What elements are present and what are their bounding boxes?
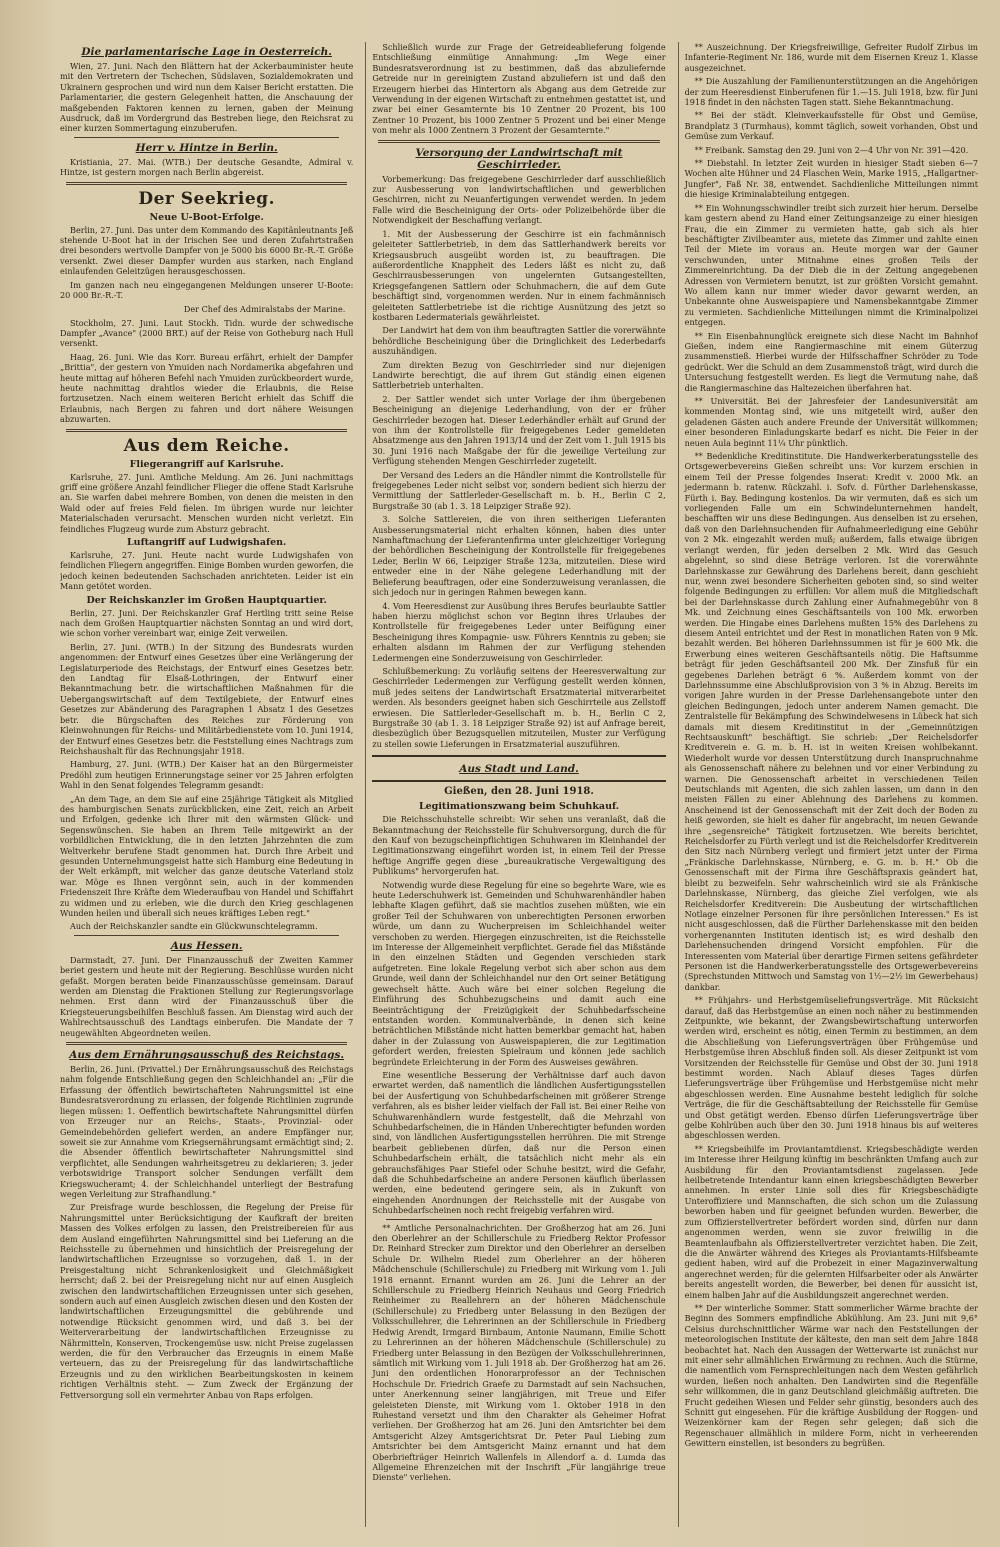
article-hamburg-end: Auch der Reichskanzler sandte ein Glückwunschtelegramm. (70, 921, 318, 932)
article-hessen: Darmstadt, 27. Juni. Der Finanzausschuß der Zweiten Kammer beriet gestern und heute mit der Regierung. Beschlüsse wurden nicht gefaßt. Morgen beraten beide Finanzausschüsse gemeinsam. Darauf werden am Dienstag die Fraktionen Stellung zur Regierungsvorlage nehmen. Erst dann wird der Finanzausschuß über die Kriegsteuerungsbeihilfen Beschluß fassen. Am Dienstag wird auch der Wahlrechtsausschuß des Landtags einberufen. Die Mandate der 7 neugewählten Abgeordneten weilen. (60, 954, 354, 1038)
column-3 (678, 42, 978, 1527)
article-seekrieg-3: Stockholm, 27. Juni. Laut Stockh. Tidn. wurde der schwedische Dampfer „Avance" (2000 BRT.) auf der Reise von Gotheburg nach Hull versenkt. (60, 317, 354, 349)
signature-admiralstab: Der Chef des Admiralstabs der Marine. (183, 303, 346, 314)
article-kanzler: Berlin, 27. Juni. Der Reichskanzler Graf Hertling tritt seine Reise nach dem Großen Hauptquartier nächsten Sonntag an und wird dort, wie schon vorher vereinbart war, einige Zeit verweilen. (60, 607, 354, 639)
article-hamburg-quote: „An dem Tage, an dem Sie auf eine 25jährige Tätigkeit als Mitglied des hamburgischen Senats zurückblicken, eine Zeit, reich an Arbeit und Erfolgen, gedenke ich Ihrer mit den wärmsten Glück- und Segenswünschen. Sie haben an Ihrem Teile mitgewirkt an der vorbildlichen Entwicklung, die in den letzten Jahrzehnten die zum Weltverkehr berufene Stadt genommen hat. Durch Ihre Arbeit und gesunden Unternehmungsgeist hatte sich Hamburg eine Bedeutung in der Welt erkämpft, mit welcher das ganze deutsche Vaterland stolz war. Möge es Ihnen vergönnt sein, auch in der kommenden Friedenszeit Ihre Kräfte dem Wiederaufbau von Handel und Schiffahrt zu widmen und zu erleben, wie die durch den Krieg geschlagenen Wunden heilen und überall sich neues kräftiges Leben regt." (60, 793, 354, 918)
article-legit-2: Notwendig wurde diese Regelung für eine so begehrte Ware, wie es heute Lederschuhwerk ist. Gemeinden und Schuhwarenhändler haben lebhafte Klagen geführt, daß sie machtlos zusehen müßten, wie ein großer Teil der Schuhwaren von unberechtigten Personen erworben würde, um dann zu Wucherpreisen im Schleichhandel weiter verschoben zu werden. Hiergegen einzuschreiten, ist die Reichsstelle im Interesse der Allgemeinheit verpflichtet. Gerade fiel das Mißstände in den einzelnen Städten und Gegenden verschieden stark aufgetreten. Eine lokale Regelung verbot sich aber schon aus dem Grunde, weil dann der Schleichhandel nur den Ort seiner Betätigung gewechselt hätte. Auch wäre bei einer solchen Regelung die Einführung des Schuhbezugscheins und damit auch eine Beeinträchtigung der Freizügigkeit der Schuhbedarfsscheine entstanden worden. Kommunalverbände, in denen sich keine beträchtlichen Mißstände nicht hatten bemerkbar gemacht hat, haben daher in der Zulassung von Ausweispapieren, die zur Legitimation gefordert werden, freiesten Spielraum und können jede sachlich begründete Erleichterung in der Form des Ausweises gewähren. (372, 879, 666, 1067)
notice-universitaet: ** Universität. Bei der Jahresfeier der Landesuniversität am kommenden Montag sind, wie uns mitgeteilt wird, außer den geladenen Gästen auch andere Freunde der Universität willkommen; einer besonderen Einladungskarte bedarf es nicht. Die Feier in der neuen Aula beginnt 11¼ Uhr pünktlich. (684, 396, 978, 448)
notice-eisenbahnunglueck: ** Ein Eisenbahnunglück ereignete sich diese Nacht im Bahnhof Gießen, indem eine Rangiermaschine mit einem Güterzug zusammenstieß. Hierbei wurde der Hilfsschaffner Schröder zu Tode gedrückt. Wer die Schuld an dem Zusammenstoß trägt, wird durch die Untersuchung festgestellt werden. Es liegt die Vermutung nahe, daß die Rangiermaschine das Haltezeichen überfahren hat. (684, 330, 978, 393)
column-2 (365, 42, 665, 1527)
divider (74, 935, 339, 936)
notice-diebstahl: ** Diebstahl. In letzter Zeit wurden in hiesiger Stadt sieben 6—7 Wochen alte Hühner und 24 Flaschen Wein, Marke 1915, „Hallgartner-Jungfer", Faß Nr. 38, entwendet. Sachdienliche Mitteilungen nimmt die hiesige Kriminalabteilung entgegen. (684, 158, 978, 200)
article-geschirr-4: Zum direkten Bezug von Geschirrleder sind nur diejenigen Landwirte berechtigt, die auf ihrem Gut ständig einen eigenen Sattlerbetrieb unterhalten. (372, 359, 666, 391)
subhead-legitimation: Legitimationszwang beim Schuhkauf. (418, 801, 620, 813)
divider (66, 429, 347, 432)
notice-sommer: ** Der winterliche Sommer. Statt sommerlicher Wärme brachte der Beginn des Sommers empfindliche Abkühlung. Am 23. Juni mit 9,6° Celsius durchschnittlicher Wärme war nach den Feststellungen der meteorologischen Institute der kälteste, den man seit dem Jahre 1848 beobachtet hat. Nach den Aussagen der Wetterwarte ist zunächst nur mit einer sehr allmählichen Erwärmung zu rechnen. Auch die Stürme, die namentlich vom Fernsprechleitungen nach dem Westen gefährlich wurden, ließen noch anhalten. Den Landwirten sind die Regenfälle sehr willkommen, die in ganz Deutschland gleichmäßig auftreten. Die Frucht gedeihen Wiesen und Felder sehr günstig, besonders auch des Schnitt gut eingesehen. Für die kräftige Ausbildung der Roggen- und Weizenkörner kam der Regen sehr gelegen; daß sich die Regenschauer allmählich in mildere Form, nicht in verheerenden Gewittern einstellen, ist besonders zu begrüßen. (684, 1302, 978, 1449)
divider (378, 140, 659, 143)
article-karlsruhe: Karlsruhe, 27. Juni. Amtliche Meldung. Am 26. Juni nachmittags griff eine größere Anzahl feindlicher Flieger die offene Stadt Karlsruhe an. Sie warfen dabei mehrere Bomben, von denen die meisten in den Wald oder auf freies Feld fielen. Im übrigen wurde nur leichter Materialschaden verursacht. Menschen wurden nicht verletzt. Ein feindliches Flugzeug wurde zum Absturz gebracht. (60, 471, 354, 534)
notice-gemueseliefrung: ** Frühjahrs- und Herbstgemüseliefrungsverträge. Mit Rücksicht darauf, daß das Herbstgemüse an einen noch näher zu bestimmenden Zeitpunkte, wie bekannt, der Zwangsbewirtschaftung unterworfen werden wird, erscheint es nötig, einen Termin zu bestimmen, an dem die Abschließung von Lieferungsverträgen über Frühgemüse und Herbstgemüse ihren Abschluß finden soll. Als dieser Zeitpunkt ist vom Vorsitzenden der Reichsstelle für Gemüse und Obst der 30. Juni 1918 bestimmt worden. Nach Ablauf dieses Tages dürfen Lieferungsverträge über Frühgemüse und Herbstgemüse nicht mehr abgeschlossen werden. Eine Ausnahme besteht lediglich für solche Verträge, die für die Geschäftsabteilung der Reichsstelle für Gemüse und Obst getätigt werden. Ebenso dürfen Lieferungsverträge über gelbe Kohlrüben auch über den 30. Juni 1918 hinaus bis auf weiteres abgeschlossen werden. (684, 995, 978, 1141)
divider (66, 182, 347, 185)
article-legit-3: Eine wesentliche Besserung der Verhältnisse darf auch davon erwartet werden, daß namentlich die ländlichen Ausfertigungsstellen bei der Ausfertigung von Schuhbedarfscheinen mit größerer Strenge verfahren, als es bisher leider vielfach der Fall ist. Bei einer Reihe von Schuhwarenhändlern wurde festgestellt, daß die Mehrzahl von Schuhbedarfscheinen, die in Händen Unberechtigter befunden worden sind, von ländlichen Ausfertigungsstellen herrühren. Die mit Strenge bearbeit gebliebenen dürfen, daß nur die Person einen Schuhbedarfschein erhält, die tatsächlich nicht mehr als ein gebrauchsfähiges Paar Stiefel oder Schuhe besitzt, wird die Gefahr, daß die Schuhbedarfscheine an andere Personen käuflich überlassen werden, eine bedeutend geringere sein, als in Zukunft von eingehenden Anordnungen der Reichsstelle mit der Ausgabe von Schuhbedarfscheinen noch recht freigebig verfahren wird. (372, 1069, 666, 1216)
article-geschirr-1: Vorbemerkung: Das freigegebene Geschirrleder darf ausschließlich zur Ausbesserung von landwirtschaftlichen und gewerblichen Geschirren, nicht zu Neuanfertigungen verwendet werden. In jedem Falle wird die Bescheinigung der Orts- oder Polizeibehörde über die Notwendigkeit der Beschaffung verlangt. (372, 173, 666, 226)
notice-freibank: ** Freibank. Samstag den 29. Juni von 2—4 Uhr von Nr. 391—420. (694, 144, 969, 155)
article-geschirr-2: 1. Mit der Ausbesserung der Geschirre ist ein fachmännisch geleiteter Sattlerbetrieb, in dem das Sattlerhandwerk bereits vor Kriegsausbruch ausgeübt worden ist, zu beauftragen. Die außerordentliche Knappheit des Leders läßt es nicht zu, daß Geschirrausbesserungen von ungelernten Gutsangestellten, Kriegsgefangenen Sattlern oder Schuhmachern, die auf dem Gute beschäftigt sind, vorgenommen werden. Nur in einem fachmännisch geleiteten Sattlerbetriebe ist die richtige Ausnützung des jetzt so kostbaren Ledermaterials gewährleistet. (372, 228, 666, 322)
notice-proviantamt: ** Kriegsbeihilfe im Proviantamtdienst. Kriegsbeschädigte werden im Interesse ihrer Heilgung künftig im beschränkten Umfang auch zur Ausbildung für den Proviantamtsdienst zugelassen. Jede heilbetretende Intendantur kann einen kriegsbeschädigten Bewerber annehmen. In erster Linie soll dies für Kriegsbeschädigte Unteroffiziere und Mannschaften, die sich schon um die Zulassung beworben haben und für geeignet befunden wurden. Bewerber, die zum Offizierstellvertreter befördert worden sind, dürfen nur dann angenommen werden, wenn sie zuvor freiwillig in die Beamtenlaufbahn als Offizierstellvertreter verzichtet haben. Die Zeit, die die Anwärter während des Krieges als Proviantamts-Hilfsbeamte gedient haben, wird auf die Probezeit in einer Magazinverwaltung angerechnet werden; für die gelernten Hilfsarbeiter oder als Anwärter bereits angestellt worden, die Bewerber, bei denen für aussicht ist, einem halben Jahr auf die Ausbildungszeit angerechnet werden. (684, 1143, 978, 1300)
notice-auszeichnung: ** Auszeichnung. Der Kriegsfreiwillige, Gefreiter Rudolf Zirbus im Infanterie-Regiment Nr. 186, wurde mit dem Eisernen Kreuz 1. Klasse ausgezeichnet. (684, 42, 978, 73)
headline-ernaehrung: Aus dem Ernährungsausschuß des Reichstags. (69, 1049, 345, 1062)
article-geschirr-5: 2. Der Sattler wendet sich unter Vorlage der ihm übergebenen Bescheinigung an diejenige Lederhandlung, von der er früher Geschirrleder bezogen hat. Dieser Lederhändler erhält auf Grund der von ihm der Kontrollstelle für freigegebenes Leder gemeldeten Absatzmenge aus den Jahren 1913/14 und der Zeit vom 1. Juli 1915 bis 30. Juni 1916 nach Maßgabe der für die jeweilige Verteilung zur Verfügung stehenden Mengen Geschirrleder zugeteilt. (372, 393, 666, 467)
headline-stadt-land: Aus Stadt und Land. (459, 763, 579, 776)
article-seekrieg-2: Im ganzen nach neu eingegangenen Meldungen unserer U-Boote: 20 000 Br.-R.-T. (60, 279, 354, 301)
divider (66, 1042, 347, 1045)
notice-kreditinstitute: ** Bedenkliche Kreditinstitute. Die Handwerkerberatungsstelle des Ortsgewerbevereins Gießen schreibt uns: Vor kurzem erschien in einem Teil der Presse folgendes Inserat: Kredit v. 2000 Mk. an jedermann b. ratenw. Rückzahl. i. Sofv. d. Fürther Darlehenskasse, Fürth i. Bay. Bedingung kostenlos. Da wir vermuten, daß es sich um vorliegenden Falle um ein Schwindelunternehmen handelt, beschafften wir uns diese Bedingungen. Aus denselben ist zu ersehen, daß von den Darlehnsuchenden für Aufnahmeerledigung eine Gebühr von 2 Mk. eingezahlt werden muß; außerdem, falls etwaige übrigen verlangt werden, für jeden derselben 2 Mk. Wird das Gesuch abgelehnt, so sind diese Beträge verloren. Ist die vorerwähnte Darlehnskasse zur Gewährung des Darlehens bereit, dann geschieht nur, wenn zwei besondere Sicherheiten geboten sind, so sind weiter folgende Bedingungen zu erfüllen: Vor allem muß die Mitgliedschaft bei der Darlehnskasse durch Zahlung einer Aufnahmegebühr von 8 Mk. und Zeichnung eines Geschäftsanteils von 100 Mk. erworben werden. Die Hingabe eines Darlehens mußten 15% des Darlehens zu diesem Anteil entrichtet und der Rest in monatlichen Raten von 9 Mk. bezahlt werden. Bei höheren Darlehnssummen ist für je 600 Mk. die Erwerbung eines weiteren Geschäftsanteils nötig. Die Haftsumme beträgt für jeden Geschäftsanteil 200 Mk. Der Zinsfuß für ein gegebenes Darlehen beträgt 6 %. Außerdem kommt von der Darlehnssumme eine Abschlußprovision von 3 % in Abzug. Bereits im vorigen Jahre wurden in der Presse Darlehensangebote unter den gleichen Bedingungen, jedoch unter anderem Namen gemacht. Die Zentralstelle für Bekämpfung des Schwindelwesens in Lübeck hat sich damals mit diesem Kreditinstitut in der „Gemeinnützigen Rechtsauskunft" beschäftigt. Sie schrieb: „Der Reichelsdorfer Kreditverein e. G. m. b. H. ist in weiten Kreisen wohlbekannt. Wiederholt wurde vor dessen Unterstützung durch Inanspruchnahme als Genossenschaft nähere zu belehnen und vor einer Verbindung zu warnen. Die Genossenschaft arbeitet in verschiedenen Teilen Deutschlands mit Agenten, die sich zahlen lassen, um dann in den meisten Fällen zu einer Ablehnung des Darlehens zu kommen. Anscheinend ist der Genossenschaft mit der Zeit doch der Boden zu heiß geworden, sie hielt es daher für angebracht, im neuen Gewande ihre „segensreiche" Tätigkeit fortzusetzen. Wie bereits berichtet, Reichelsdorfer zu Fürth verlegt und ist die Reichelsdorfer Kreditverein den Sitz nach Nürnberg verlegt und firmiert jetzt unter der Firma „Fränkische Darlehnskasse, Nürnberg, e. G. m. b. H." Ob die Genossenschaft mit der Firma ihre Geschäftspraxis geändert hat, bleibt zu bezweifeln. Sehr wahrscheinlich wird sie als Fränkische Darlehnskasse, Nürnberg, das gleiche Ziel verfolgen, wie als Reichelsdorfer Kreditverein: Die Ausbeutung der wirtschaftlichen Notlage einzelner Personen für ihre persönlichen Interessen." Es ist nicht ausgeschlossen, daß die Fürther Darlehenskasse mit den beiden vorhergenannten Instituten identisch ist; es wird deshalb den Darlehensuchenden dringend Vorsicht empfohlen. Für die Interessenten vom Material über derartige Firmen seitens gefährdeter Personen ist die Handwerkerberatungsstelle des Ortsgewerbevereins (Sprechstunden Mittwoch und Samstag von 1½—2½ im Gewerbehaus) dankbar. (684, 451, 978, 992)
divider (74, 137, 339, 138)
column-layout (60, 42, 978, 1527)
article-parl: Wien, 27. Juni. Nach den Blättern hat der Ackerbauminister heute mit den Vertretern der Tschechen, Südslaven, Sozialdemokraten und Ukrainern gesprochen und wird nun dem Kaiser Bericht erstatten. Die Parlamentarier, die gestern Gelegenheit hatten, die Anschauung der maßgebenden Faktoren kennen zu lernen, gaben der Meinung Ausdruck, daß im Vordergrund das Bestreben liege, den Reichsrat zu einer kurzen Sommertagung einzuberufen. (60, 61, 354, 134)
article-hamburg: Hamburg, 27. Juni. (WTB.) Der Kaiser hat an den Bürgermeister Predöhl zum heutigen Erinnerungstage seiner vor 25 Jahren erfolgten Wahl in den Senat folgendes Telegramm gesandt: (60, 759, 354, 791)
section-header (372, 755, 665, 782)
subhead-karlsruhe: Fliegerangriff auf Karlsruhe. (129, 458, 284, 470)
article-legit-1: Die Reichsschuhstelle schreibt: Wir sehen uns veranlaßt, daß die Bekanntmachung der Reichsstelle für Schuhversorgung, durch die für den Kauf von bezugscheinpflichtigen Schuhwaren im Kleinhandel der Legitimationszwang eingeführt worden ist, in einem Teil der Presse heftige Angriffe gegen diese „bureaukratische Vergewaltigung des Publikums" hervorgerufen hat. (372, 814, 666, 877)
article-geschirr-9: Schlußbemerkung: Zu vorläufig seitens der Heeresverwaltung zur Geschirrleder Ledermengen zur Verfügung gestellt werden können, muß jedes seitens der Landwirtschaft Ersatzmaterial mitverarbeitet werden. Als besonders geeignet haben sich Geschirrteile aus Zellstoff erwiesen. Die Sattlerleder-Gesellschaft m. b. H., Berlin C 2, Burgstraße 30 (ab 1. 3. 18 Leipziger Straße 92) ist auf Anfrage bereit, diesbezüglich über Bezugsquellen mitzuteilen, Muster zur Verfügung zu stellen sowie Lieferungen in Ersatzmaterial auszuführen. (372, 665, 666, 749)
headline-seekrieg: Der Seekrieg. (138, 188, 275, 209)
headline-reich: Aus dem Reiche. (123, 435, 290, 456)
article-seekrieg-4: Haag, 26. Juni. Wie das Korr. Bureau erfährt, erhielt der Dampfer „Brittia", der gestern von Ymuiden nach Nordamerika abgefahren und heute mittag auf höheren Befehl nach Ymuiden zurückbeordert wurde, heute nachmittag drahtlos wieder die Erlaubnis, die Reise fortzusetzen. Nach einem weiteren Bericht erhielt das Schiff die Erlaubnis, nach Bergen zu fahren und dort nähere Weisungen abzuwarten. (60, 351, 354, 425)
headline-geschirrleder: Versorgung der Landwirtschaft mit Geschirrleder. (415, 146, 623, 171)
article-seekrieg-1: Berlin, 27. Juni. Das unter dem Kommando des Kapitänleutnants Jeß stehende U-Boot hat in der Irischen See und deren Zufahrtstraßen drei besonders wertvolle Dampfer von je 5000 bis 6000 Br.-R.-T. Größe versenkt. Zwei dieser Dampfer wurden aus starken, nach England einlaufenden Geleitzügen herausgeschossen. (60, 224, 354, 277)
column-1 (60, 42, 353, 1527)
notice-familienunterstuetzung: ** Die Auszahlung der Familienunterstützungen an die Angehörigen der zum Heeresdienst Einberufenen für 1.—15. Juli 1918, bzw. für Juni 1918 findet in den nächsten Tagen statt. Siehe Bekanntmachung. (684, 76, 978, 108)
notice-wohnungsschwindler: ** Ein Wohnungsschwindler treibt sich zurzeit hier herum. Derselbe kam gestern abend zu Hand einer Zeitungsanzeige zu einer hiesigen Frau, die ein Zimmer zu vermieten hatte, gab sich als hier beschäftigter Zivilbeamter aus, mietete das Zimmer und zahlte einen Teil der Miete im voraus an. Heute morgen war der Gauner verschwunden, unter Mitnahme eines großen Teils der Zimmereinrichtung. Da der Dieb die in der Zeitung angegebenen Adressen von Vermietern benutzt, ist zur größten Vorsicht gemahnt. Wo allem kann nur immer wieder davor gewarnt werden, an Unbekannte ohne Ausweispapiere und Namensbekanntgabe Zimmer zu vermieten. Sachdienliche Mitteilungen nimmt die Kriminalpolizei entgegen. (684, 202, 978, 328)
article-geschirr-8: 4. Vom Heeresdienst zur Ausübung ihres Berufes beurlaubte Sattler haben hierzu möglichst schon vor Beginn ihres Urlaubes der Kontrollstelle für freigegebenes Leder unter Beifügung einer Bescheinigung ihres Kompagnie- usw. Führers Kenntnis zu geben; sie erhalten alsdann im Rahmen der zur Verfügung stehenden Ledermengen eine Sonderzuweisung von Geschirrleder. (372, 600, 666, 663)
article-geschirr-7: 3. Solche Sattlereien, die von ihren seitherigen Lieferanten Ausbesserungsmaterial nicht erhalten können, haben dies unter Namhaftmachung der Lieferantenfirma unter gleichzeitiger Vorlegung der behördlichen Bescheinigung der Kontrollstelle für freigegebenes Leder, Berlin W 66, Leipziger Straße 123a, mitzuteilen. Diese wird entweder eine in der Nähe gelegene Lederhandlung mit der Belieferung beauftragen, oder eine Sonderzuweisung veranlassen, die sich jedoch nur in geringen Rahmen bewegen kann. (372, 514, 666, 598)
article-bundesrat: Berlin, 27. Juni. (WTB.) In der Sitzung des Bundesrats wurden angenommen: der Entwurf eines Gesetzes über eine Verlängerung der Legislaturperiode des Reichstags, der Entwurf eines Gesetzes betr. den Landtag für Elsaß-Lothringen, der Entwurf einer Bekanntmachung betr. die wirtschaftlichen Maßnahmen für die Uebergangswirtschaft auf dem Textilgebiete, der Entwurf eines Gesetzes zur Abänderung des Paragraphen 1 Absatz 1 des Gesetzes betr. die Bürgschaften des Reiches zur Förderung von Kleinwohnungen für Reichs- und Militärbedienstete vom 10. Juni 1914, der Entwurf eines Gesetzes betr. die Feststellung eines Nachtrags zum Reichshaushalt für das Rechnungsjahr 1918. (60, 641, 354, 756)
article-hintze: Kristiania, 27. Mai. (WTB.) Der deutsche Gesandte, Admiral v. Hintze, ist gestern morgen nach Berlin abgereist. (60, 156, 354, 178)
dateline: Gießen, den 28. Juni 1918. (444, 786, 594, 798)
article-ernaehrung-2: Zur Preisfrage wurde beschlossen, die Regelung der Preise für Nahrungsmittel unter Berücksichtigung der Kaufkraft der breiten Massen des Volkes erfolgen zu lassen, den Preistreibereien für aus dem Ausland eingeführten Nahrungsmittel sind bei Lieferung an die Reichsstelle zu übernehmen und hinsichtlich der Preisregelung der landwirtschaftlichen Erzeugnisse so vorzugehen, daß 1. in der Preisgestaltung nicht Schrankenlosigkeit und Gleichmäßigkeit herrscht; daß 2. bei der Preisregelung nicht nur auf einen Ausgleich zwischen den landwirtschaftlichen Erzeugnissen unter sich gesehen, sondern auch auf einen Ausgleich zwischen diesen und den Kosten der landwirtschaftlichen Erzeugungsmittel die gebührende und notwendige Rücksicht genommen wird, und daß 3. bei der Weiterverarbeitung der landwirtschaftlichen Erzeugnisse zu Nährmitteln, Konserven, Trockengemüse usw. nicht Preise zugelassen werden, die für den Verbraucher das Erzeugnis in einem Maße verteuern, das zu der Preisregelung für das landwirtschaftliche Erzeugnis und zu den wirklichen Bearbeitungskosten in keinem richtigen Verhältnis steht. — Zum Zweck der Ergänzung der Fettversorgung soll ein vermehrter Anbau von Raps erfolgen. (60, 1202, 354, 1400)
article-geschirr-3: Der Landwirt hat dem von ihm beauftragten Sattler die vorerwähnte behördliche Bescheinigung über die Dringlichkeit des Lederbedarfs auszuhändigen. (372, 325, 666, 357)
subhead-ludwigshafen: Luftangriff auf Ludwigshafen. (126, 537, 287, 548)
headline-parl: Die parlamentarische Lage in Oesterreich. (81, 46, 332, 58)
headline-hessen: Aus Hessen. (170, 939, 243, 952)
notice-kleinverkauf: ** Bei der städt. Kleinverkaufsstelle für Obst und Gemüse, Brandplatz 3 (Turmhaus), kommt täglich, soweit vorhanden, Obst und Gemüse zum Verkauf. (684, 110, 978, 142)
article-personal: ** Amtliche Personalnachrichten. Der Großherzog hat am 26. Juni den Oberlehrer an der Schillerschule zu Friedberg Rektor Professor Dr. Reinhard Strecker zum Direktor und den Oberlehrer an derselben Schule Dr. Wilhelm Riedel zum Oberlehrer an der höheren Mädchenschule (Schillerschule) zu Friedberg mit Wirkung vom 1. Juli 1918 ernannt. Ernannt wurden am 26. Juni die Lehrer an der Schillerschule zu Friedberg Heinrich Neuhaus und Georg Friedrich Reinheimer zu Reallehrern an der höheren Mädchenschule (Schillerschule) zu Friedberg unter Belassung in den Bezügen der Volksschullehrer, die Lehrerinnen an der Schillerschule in Friedberg Hedwig Arendt, Irmgard Birnbaum, Antonie Naumann, Emilie Schott zu Lehrerinnen an der höheren Mädchenschule (Schillerschule) zu Friedberg unter Belassung in den Bezügen der Volksschullehrerinnen, sämtlich mit Wirkung vom 1. Juli 1918 ab. Der Großherzog hat am 26. Juni den ordentlichen Honorarprofessor an der Technischen Hochschule Dr. Friedrich Graefe zu Darmstadt auf sein Nachsuchen, unter Anerkennung seiner langjährigen, mit Treue und Eifer geleisteten Dienste, mit Wirkung vom 1. Oktober 1918 in den Ruhestand versetzt und ihm den Charakter als Geheimer Hofrat verliehen. Der Großherzog hat am 26. Juni den Amtsrichter bei dem Amtsgericht Alzey Amtsgerichtsrat Dr. Peter Paul Liebing zum Amtsrichter bei dem Amtsgericht Mainz ernannt und hat dem Oberbriefträger Heinrich Wallenfels in Allendorf a. d. Lumda das Allgemeine Ehrenzeichen mit der Inschrift „Für langjährige treue Dienste" verliehen. (372, 1222, 666, 1483)
article-ernaehrung-1: Berlin, 26. Juni. (Privattel.) Der Ernährungsausschuß des Reichstags nahm folgende Entschließung gegen den Schleichhandel an: „Für die Erfassung der öffentlich bewirtschafteten Nahrungsmittel ist eine Bundesratsverordnung zu erlassen, der folgende Richtlinien zugrunde liegen müssen: 1. Oeffentlich bewirtschaftete Nahrungsmittel dürfen von Erzeuger nur an Reichs-, Staats-, Provinzial- oder Gemeindebehörden geliefert werden, an andere Empfänger nur, soweit sie zur Annahme vom Kriegsernährungsamt ermächtigt sind; 2. die Absender öffentlich bewirtschafteter Nahrungsmittel sind verpflichtet, alle Sendungen wahrheitsgetreu zu deklarieren; 3. jeder verbotswidrige Transport solcher Sendungen verfällt dem Kriegswucheramt; 4. der Schleichhandel unterliegt der Bestrafung wegen Verleitung zur Strafhandlung." (60, 1064, 354, 1199)
article-getreide: Schließlich wurde zur Frage der Getreideablieferung folgende Entschließung einmütige Annahmung: „Im Wege einer Bundesratsverordnung ist zu bestimmen, daß das abzuliefernde Getreide nur in gereinigtem Zustand abzuliefern ist und daß den Erzeugern hierbei das Hintertorn als Abgang aus dem Getreide zur Verwendung in der eigenen Wirtschaft zu entnehmen gestattet ist, und zwar bei einer Gesamternte bis 10 Zentner 20 Prozent, bis 100 Zentner 10 Prozent, bis 1000 Zentner 5 Prozent und bei einer Menge von mehr als 1000 Zentnern 3 Prozent der Gesamternte." (372, 42, 666, 136)
subhead-kanzler: Der Reichskanzler im Großen Hauptquartier. (86, 594, 327, 606)
article-ludwigshafen: Karlsruhe, 27. Juni. Heute nacht wurde Ludwigshafen von feindlichen Fliegern angegriffen. Einige Bomben wurden geworfen, die jedoch keinen bedeutenden Sachschaden anrichteten. Leider ist ein Mann getötet worden. (60, 550, 354, 592)
article-geschirr-6: Der Versand des Leders an die Händler nimmt die Kontrollstelle für freigegebenes Leder nicht selbst vor, sondern bedient sich hierzu der Vermittlung der Sattlerleder-Gesellschaft m. b. H., Berlin C 2, Burgstraße 30 (ab 1. 3. 18 Leipziger Straße 92). (372, 469, 666, 511)
subhead-u-boot: Neue U-Boot-Erfolge. (149, 211, 264, 223)
divider (386, 1219, 651, 1220)
headline-hintze: Herr v. Hintze in Berlin. (135, 141, 278, 154)
